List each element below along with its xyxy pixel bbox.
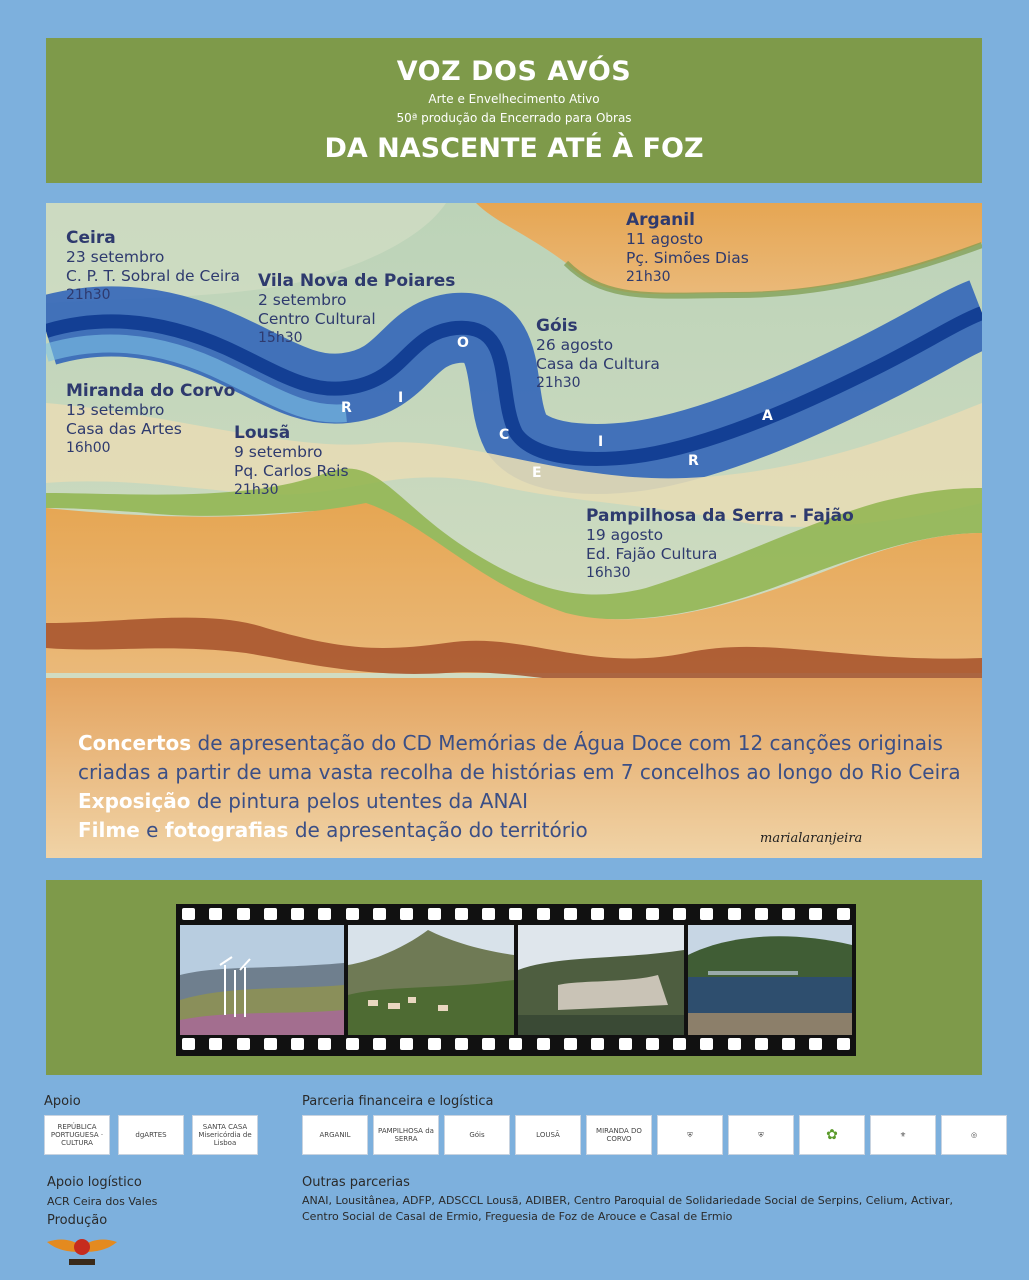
logo-partner: [870, 1115, 936, 1155]
logo-pampilhosa: PAMPILHOSA da SERRA: [373, 1115, 439, 1155]
logo-santa-casa: SANTA CASA Misericórdia de Lisboa: [192, 1115, 258, 1155]
crest-icon: ⛨: [687, 1131, 693, 1139]
event-title: VOZ DOS AVÓS: [396, 56, 632, 87]
apoio-logistico-label: Apoio logístico: [47, 1175, 142, 1190]
photo-wind-turbines: [180, 925, 344, 1035]
event-subtitle: Arte e Envelhecimento Ativo: [428, 92, 600, 106]
location-time: 15h30: [258, 330, 303, 346]
logo-miranda-do-corvo: MIRANDA DO CORVO: [586, 1115, 652, 1155]
description: [78, 729, 968, 845]
river-letter: A: [762, 408, 773, 424]
logo-dgartes: dgARTES: [118, 1115, 184, 1155]
location-venue: Casa das Artes: [66, 420, 182, 438]
location-ceira: [66, 229, 240, 305]
location-venue: Pç. Simões Dias: [626, 249, 749, 267]
logo-municipal-crest: [657, 1115, 723, 1155]
river-letter: I: [598, 434, 604, 450]
location-date: 23 setembro: [66, 248, 165, 266]
tour-title: DA NASCENTE ATÉ À FOZ: [324, 133, 704, 164]
producao-logo: [47, 1232, 117, 1268]
location-pampilhosa-da-serra: [586, 507, 854, 583]
apoio-logos: [44, 1115, 258, 1155]
location-gois: [536, 317, 660, 393]
location-venue: C. P. T. Sobral de Ceira: [66, 267, 241, 285]
description-text: de apresentação do território: [288, 818, 588, 842]
location-time: 21h30: [626, 269, 671, 285]
logo-gois: Góis: [444, 1115, 510, 1155]
river-painting: [46, 203, 982, 858]
location-time: 21h30: [66, 287, 111, 303]
location-name: Lousã: [234, 423, 291, 443]
producao-label: Produção: [47, 1213, 108, 1228]
description-text: de pintura pelos utentes da ANAI: [190, 789, 529, 813]
location-name: Pampilhosa da Serra - Fajão: [586, 506, 854, 526]
location-arganil: [626, 211, 749, 287]
apoio-logistico-text: ACR Ceira dos Vales: [47, 1195, 158, 1208]
location-vila-nova-de-poiares: [258, 272, 455, 348]
river-letter: O: [457, 335, 469, 351]
photo-lake-bridge: [688, 925, 852, 1035]
location-lousa: [234, 424, 349, 500]
logo-republica-portuguesa: REPÚBLICA PORTUGUESA · CULTURA: [44, 1115, 110, 1155]
description-line: [78, 787, 968, 816]
crest-icon: ⚜: [899, 1131, 907, 1139]
apoio-label: Apoio: [44, 1094, 81, 1109]
film-holes-bottom: [182, 1038, 850, 1052]
outras-parcerias-label: Outras parcerias: [302, 1175, 410, 1190]
location-venue: Centro Cultural: [258, 310, 376, 328]
outras-parcerias-text: ANAI, Lousitânea, ADFP, ADSCCL Lousã, ADIBER, Centro Paroquial de Solidariedade Social de Serpins, Celium, Activar, Centro Social de Casal de Ermio, Freguesia de Foz de Arouce e Casal de Ermio: [302, 1194, 954, 1223]
location-venue: Pq. Carlos Reis: [234, 462, 349, 480]
location-name: Ceira: [66, 228, 116, 248]
location-time: 16h30: [586, 565, 631, 581]
location-date: 9 setembro: [234, 443, 323, 461]
location-date: 19 agosto: [586, 526, 664, 544]
location-date: 26 agosto: [536, 336, 614, 354]
location-venue: Casa da Cultura: [536, 355, 660, 373]
logo-partner: [799, 1115, 865, 1155]
logo-lousa: LOUSÃ: [515, 1115, 581, 1155]
location-time: 21h30: [234, 482, 279, 498]
crest-icon: ⛨: [758, 1131, 764, 1139]
river-letter: E: [532, 465, 542, 481]
parceria-logos: [302, 1115, 1007, 1155]
header-banner: [46, 38, 982, 183]
description-text: de apresentação do CD Memórias de Água Doce com 12 canções originais: [191, 731, 943, 755]
location-name: Góis: [536, 316, 578, 336]
photo-river-valley-town: [518, 925, 684, 1035]
highlight-fotografias: fotografias: [164, 818, 289, 842]
location-time: 21h30: [536, 375, 581, 391]
location-miranda-do-corvo: [66, 382, 235, 458]
description-line: [78, 729, 968, 758]
film-strip: [176, 904, 856, 1056]
river-letter: I: [398, 390, 404, 406]
film-strip-band: [46, 880, 982, 1075]
logo-partner: [941, 1115, 1007, 1155]
location-name: Vila Nova de Poiares: [258, 271, 456, 291]
location-date: 2 setembro: [258, 291, 347, 309]
river-letter: C: [499, 427, 510, 443]
circle-icon: ◎: [970, 1131, 978, 1139]
river-letter: R: [688, 453, 699, 469]
location-venue: Ed. Fajão Cultura: [586, 545, 718, 563]
location-time: 16h00: [66, 440, 111, 456]
location-date: 13 setembro: [66, 401, 165, 419]
film-holes-top: [182, 908, 850, 922]
highlight-concertos: Concertos: [78, 731, 192, 755]
river-letter: R: [341, 400, 352, 416]
description-line: criadas a partir de uma vasta recolha de histórias em 7 concelhos ao longo do Rio Ceira: [78, 760, 961, 784]
highlight-exposicao: Exposição: [78, 789, 191, 813]
photo-village-mountain: [348, 925, 514, 1035]
logo-municipal-crest: [728, 1115, 794, 1155]
description-text: e: [139, 818, 165, 842]
leaf-icon: ✿: [826, 1127, 838, 1143]
parceria-label: Parceria financeira e logística: [302, 1094, 494, 1109]
production-note: 50ª produção da Encerrado para Obras: [396, 111, 632, 125]
location-date: 11 agosto: [626, 230, 704, 248]
artist-signature: marialaranjeira: [760, 831, 863, 846]
location-name: Miranda do Corvo: [66, 381, 236, 401]
logo-arganil: ARGANIL: [302, 1115, 368, 1155]
location-name: Arganil: [626, 210, 695, 230]
highlight-filme: Filme: [78, 818, 140, 842]
